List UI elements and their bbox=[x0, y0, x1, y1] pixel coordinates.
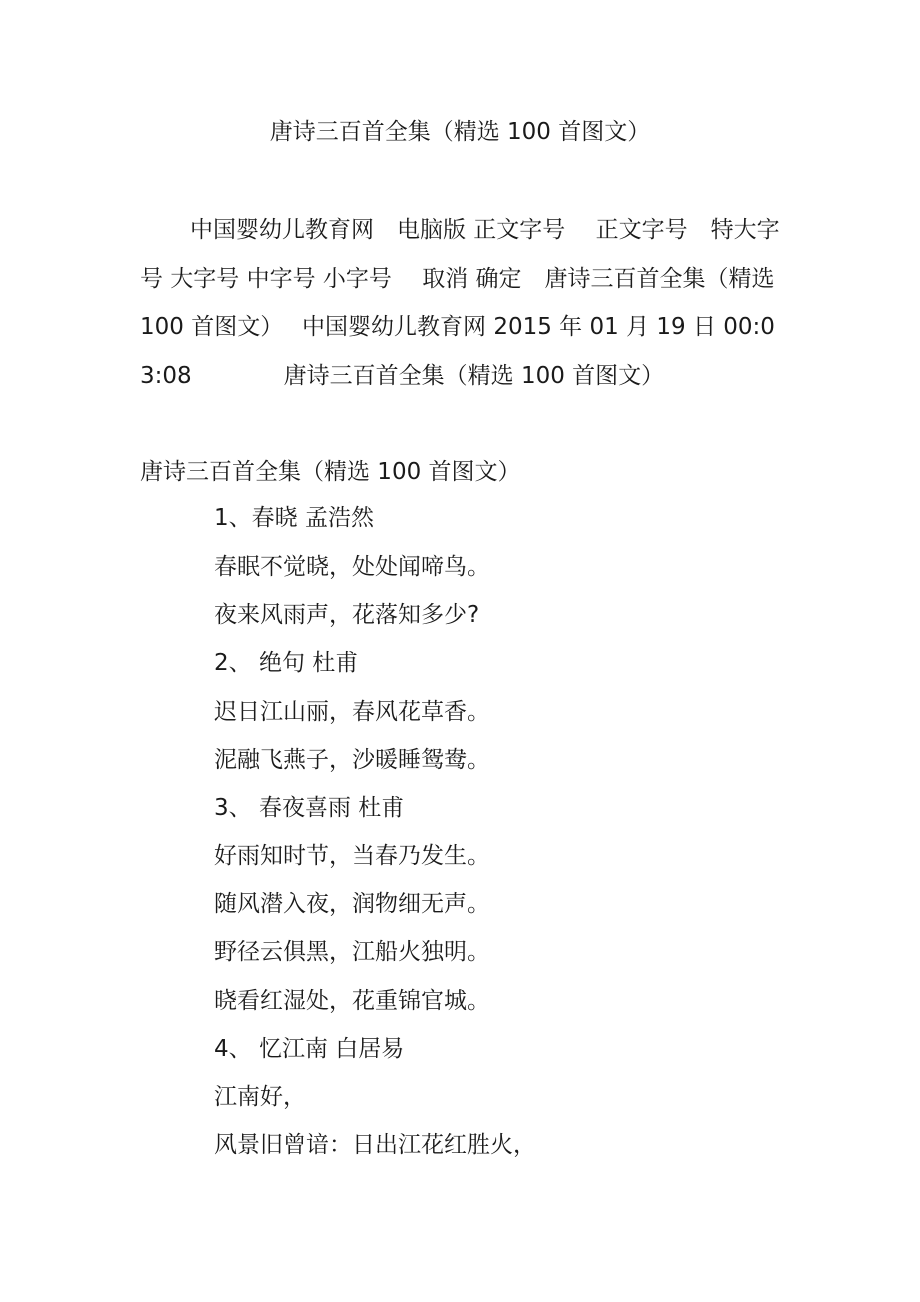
section-heading: 唐诗三百首全集（精选 100 首图文） bbox=[140, 459, 521, 485]
poem-line: 风景旧曾谙：日出江花红胜火， bbox=[214, 1132, 536, 1158]
poem-line: 迟日江山丽，春风花草香。 bbox=[214, 699, 490, 725]
poem-line: 好雨知时节，当春乃发生。 bbox=[214, 843, 490, 869]
poem-line: 野径云俱黑，江船火独明。 bbox=[214, 939, 490, 965]
poem-line: 泥融飞燕子，沙暖睡鸳鸯。 bbox=[214, 747, 490, 773]
poem-line: 随风潜入夜，润物细无声。 bbox=[214, 891, 490, 917]
poem-line: 江南好， bbox=[214, 1084, 306, 1110]
document-title: 唐诗三百首全集（精选 100 首图文） bbox=[269, 119, 651, 145]
poem-heading: 4、 忆江南 白居易 bbox=[214, 1036, 405, 1062]
poem-heading: 1、春晓 孟浩然 bbox=[214, 505, 374, 531]
poem-heading: 3、 春夜喜雨 杜甫 bbox=[214, 795, 405, 821]
poem-line: 晓看红湿处，花重锦官城。 bbox=[214, 988, 490, 1014]
intro-paragraph: 中国婴幼儿教育网 电脑版 正文字号 正文字号 特大字号 大字号 中字号 小字号 取消 确定 唐诗三百首全集（精选 100 首图文） 中国婴幼儿教育网 2015 年 01 月 19 日 00:03:08 唐诗三百首全集（精选 100 首图文） bbox=[140, 217, 780, 389]
poem-heading: 2、 绝句 杜甫 bbox=[214, 650, 359, 676]
poem-line: 夜来风雨声，花落知多少? bbox=[214, 602, 480, 628]
poem-line: 春眠不觉晓，处处闻啼鸟。 bbox=[214, 554, 490, 580]
